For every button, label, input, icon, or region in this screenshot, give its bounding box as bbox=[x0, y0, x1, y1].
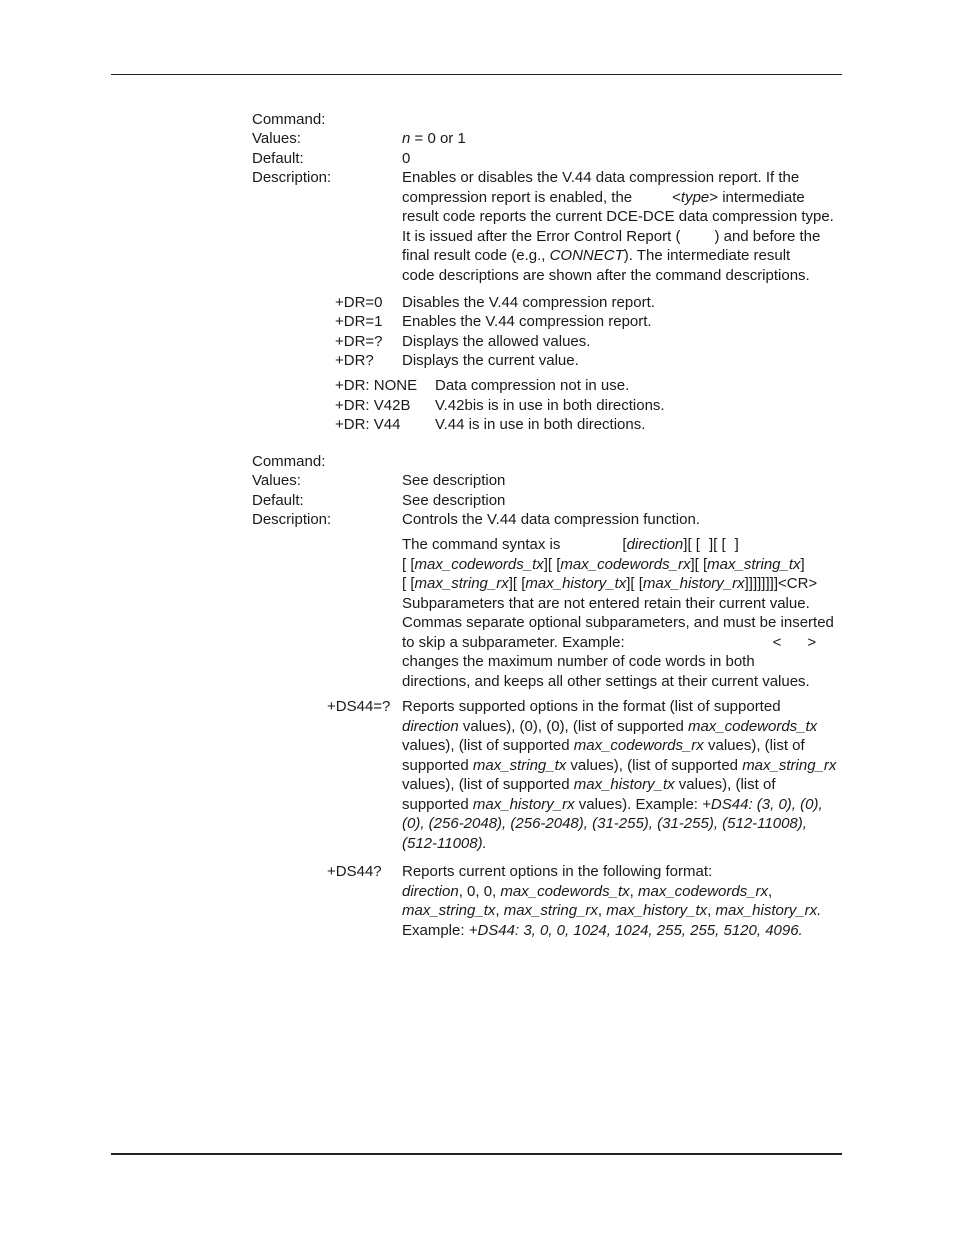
command-code: +DR=? bbox=[335, 333, 383, 350]
default-label: Default: bbox=[252, 492, 304, 509]
result-code-desc: V.44 is in use in both directions. bbox=[435, 416, 646, 433]
default-label: Default: bbox=[252, 150, 304, 167]
syntax-paragraph: The command syntax is [direction][ [ ][ [ ] [ [max_codewords_tx][ [max_codewords_rx][ [max_string_tx] [ [max_string_rx][ [max_history_tx][ [max_history_rx]]]]]]]]<CR> Subparameters that are not entered retain their current value. Commas separate optional subparameters, and must be inserted to skip a subparameter. Example: < > changes the maximum number of code words in both directions, and keeps all other settings at their current values. bbox=[402, 536, 834, 690]
command-code: +DS44=? bbox=[327, 698, 391, 715]
command-desc: Enables the V.44 compression report. bbox=[402, 313, 652, 330]
command-desc: Displays the current value. bbox=[402, 352, 579, 369]
header-rule bbox=[111, 74, 842, 75]
default-value: See description bbox=[402, 492, 506, 509]
description-label: Description: bbox=[252, 511, 332, 528]
result-code-desc: V.42bis is in use in both directions. bbox=[435, 397, 665, 414]
description-value: Controls the V.44 data compression function. bbox=[402, 511, 700, 528]
values-value: n = 0 or 1 bbox=[402, 130, 466, 147]
footer-rule bbox=[111, 1153, 842, 1155]
command-code: +DR=1 bbox=[335, 313, 383, 330]
command-label: Command: bbox=[252, 111, 326, 128]
values-value: See description bbox=[402, 472, 506, 489]
values-label: Values: bbox=[252, 130, 301, 147]
command-desc: Displays the allowed values. bbox=[402, 333, 591, 350]
values-label: Values: bbox=[252, 472, 301, 489]
result-code-desc: Data compression not in use. bbox=[435, 377, 630, 394]
command-desc: Reports current options in the following format: direction, 0, 0, max_codewords_tx, max_codewords_rx, max_string_tx, max_string_rx, max_history_tx, max_history_rx. Example: +DS44: 3, 0, 0, 1024, 1024, 255, 255, 5120, 4096. bbox=[402, 863, 822, 939]
command-code: +DR=0 bbox=[335, 294, 383, 311]
default-value: 0 bbox=[402, 150, 411, 167]
result-code: +DR: V42B bbox=[335, 397, 411, 414]
result-code: +DR: V44 bbox=[335, 416, 401, 433]
description-text: Enables or disables the V.44 data compression report. If the compression report is enabled, the <type> intermediate result code reports the current DCE-DCE data compression type. It is issued after the Error Control Report ( ) and before the final result code (e.g., CONNECT). The intermediate result code descriptions are shown after the command descriptions. bbox=[402, 169, 834, 284]
command-code: +DR? bbox=[335, 352, 374, 369]
command-desc: Reports supported options in the format (list of supported direction values), (0), (0), (list of supported max_codewords_tx values), (list of supported max_codewords_rx values), (list of supported max_string_tx values), (list of supported max_string_rx values), (list of supported max_history_tx values), (list of supported max_history_rx values). Example: +DS44: (3, 0), (0), (0), (256-2048), (256-2048), (31-255), (31-255), (512-11008), (512-11008). bbox=[402, 698, 837, 852]
description-label: Description: bbox=[252, 169, 332, 186]
result-code: +DR: NONE bbox=[335, 377, 418, 394]
command-label: Command: bbox=[252, 453, 326, 470]
command-code: +DS44? bbox=[327, 863, 382, 880]
command-desc: Disables the V.44 compression report. bbox=[402, 294, 655, 311]
